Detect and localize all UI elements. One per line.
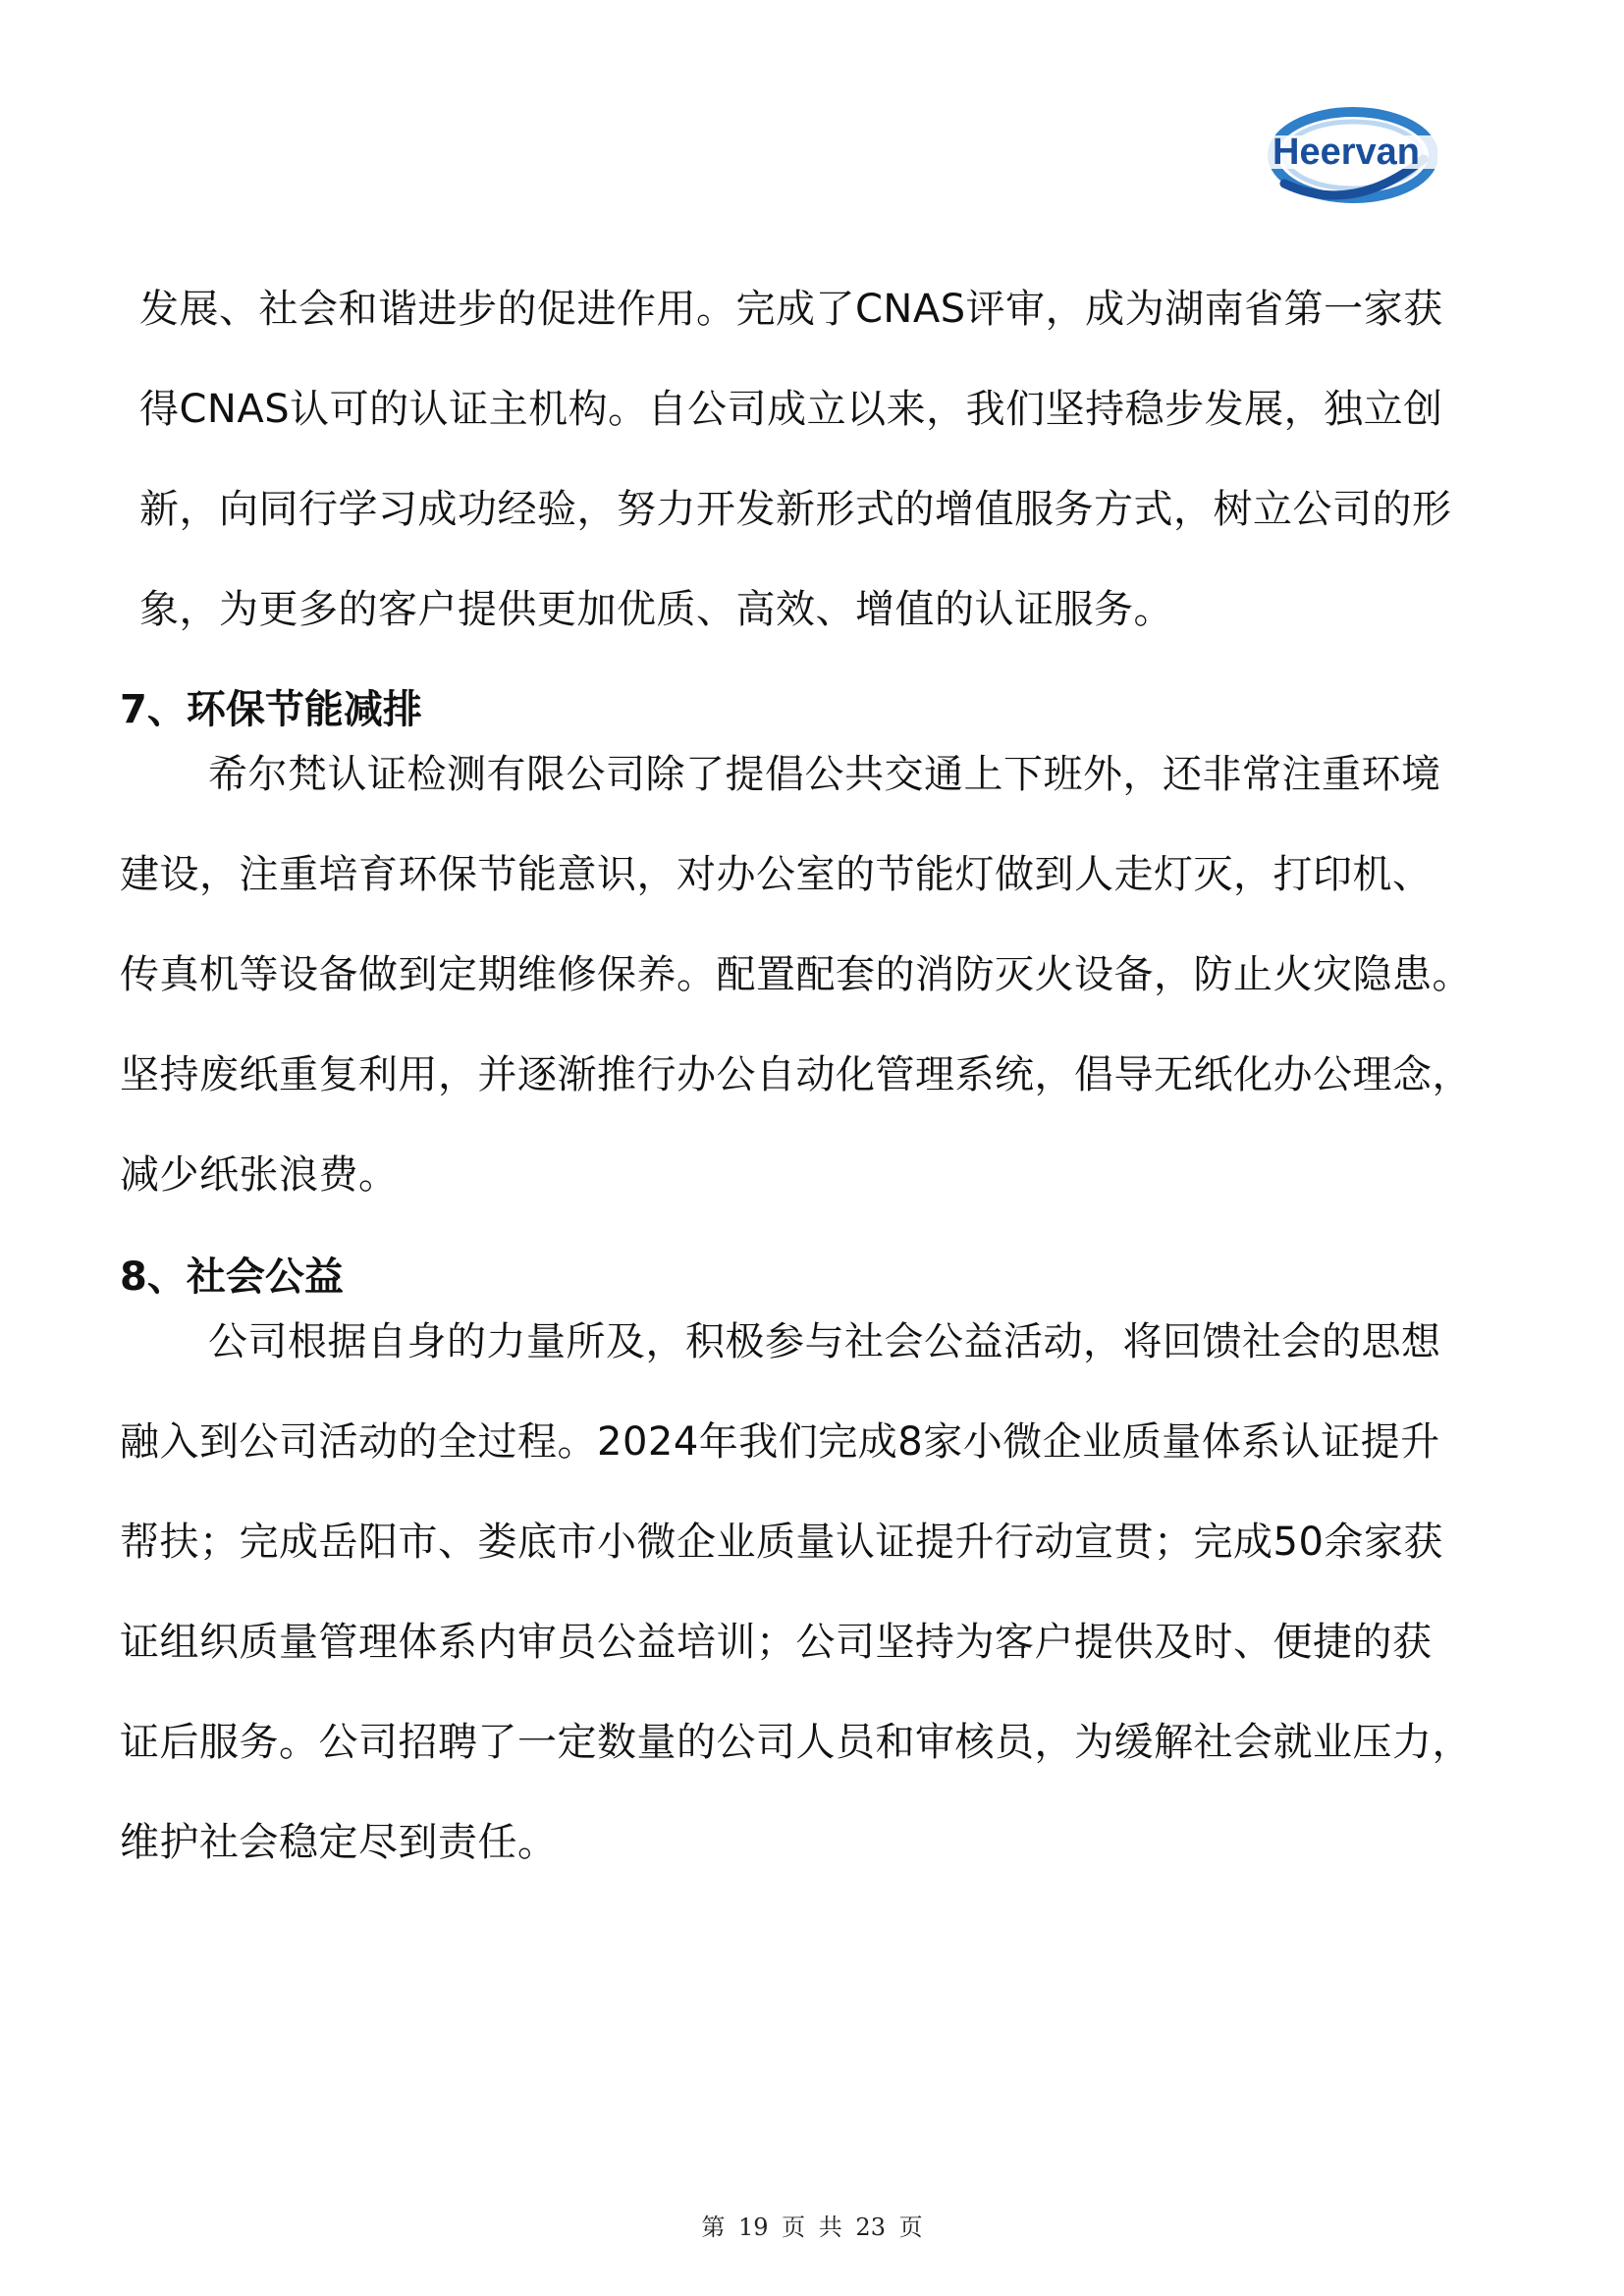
page-number-footer: 第 19 页 共 23 页	[701, 2214, 923, 2241]
body-line: 新，向同行学习成功经验，努力开发新形式的增值服务方式，树立公司的形	[139, 487, 1452, 532]
body-line: 融入到公司活动的全过程。2024年我们完成8家小微企业质量体系认证提升	[120, 1419, 1440, 1465]
section-heading-environment: 7、环保节能减排	[120, 687, 422, 732]
body-line: 建设，注重培育环保节能意识，对办公室的节能灯做到人走灯灭，打印机、	[120, 852, 1433, 897]
body-line: 公司根据自身的力量所及，积极参与社会公益活动，将回馈社会的思想	[208, 1319, 1441, 1364]
section-heading-public-welfare: 8、社会公益	[120, 1255, 344, 1300]
svg-text:Heervan: Heervan	[1272, 132, 1420, 173]
body-line: 象，为更多的客户提供更加优质、高效、增值的认证服务。	[139, 587, 1173, 632]
body-line: 希尔梵认证检测有限公司除了提倡公共交通上下班外，还非常注重环境	[208, 752, 1441, 797]
heervan-logo-icon	[1255, 90, 1437, 212]
body-line: 维护社会稳定尽到责任。	[120, 1820, 558, 1865]
body-line: 减少纸张浪费。	[120, 1152, 399, 1198]
body-line: 发展、社会和谐进步的促进作用。完成了CNAS评审，成为湖南省第一家获	[139, 287, 1443, 332]
body-line: 坚持废纸重复利用，并逐渐推行办公自动化管理系统，倡导无纸化办公理念，	[120, 1052, 1472, 1097]
body-line: 传真机等设备做到定期维修保养。配置配套的消防灭火设备，防止火灾隐患。	[120, 952, 1472, 997]
company-logo	[1255, 90, 1437, 212]
body-line: 帮扶；完成岳阳市、娄底市小微企业质量认证提升行动宣贯；完成50余家获	[120, 1520, 1443, 1565]
body-line: 证后服务。公司招聘了一定数量的公司人员和审核员，为缓解社会就业压力，	[120, 1720, 1472, 1765]
body-line: 得CNAS认可的认证主机构。自公司成立以来，我们坚持稳步发展，独立创	[139, 387, 1443, 432]
body-line: 证组织质量管理体系内审员公益培训；公司坚持为客户提供及时、便捷的获	[120, 1620, 1433, 1665]
